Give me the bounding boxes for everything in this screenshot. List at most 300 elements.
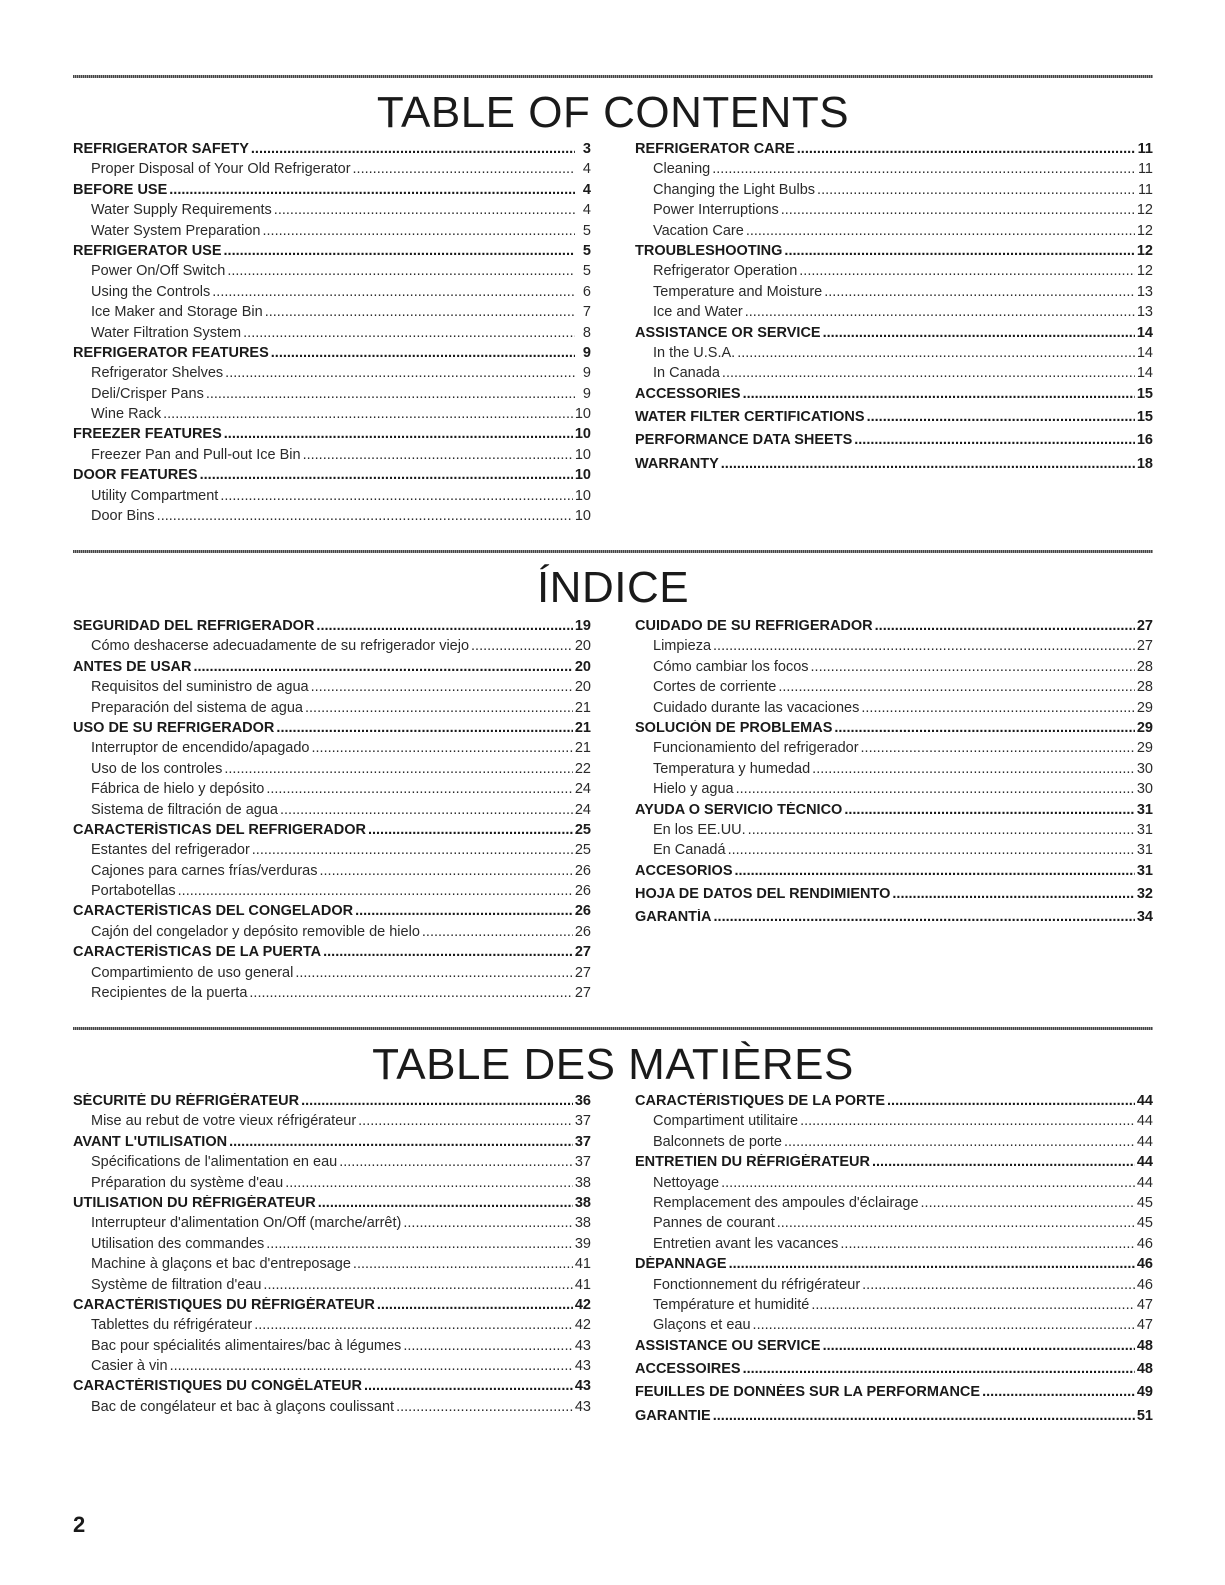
toc-subentry bbox=[635, 1215, 1153, 1235]
dot-leader bbox=[748, 822, 1135, 838]
dot-leader bbox=[319, 863, 572, 879]
toc-subentry bbox=[635, 1236, 1153, 1256]
toc-entry-page: 22 bbox=[574, 760, 591, 777]
toc-entry-page: 11 bbox=[1137, 161, 1153, 178]
toc-entry-page: 47 bbox=[1136, 1317, 1153, 1334]
toc-heading-entry bbox=[635, 409, 1153, 432]
toc-entry-page: 38 bbox=[574, 1215, 591, 1232]
toc-subentry bbox=[73, 304, 591, 324]
toc-entry-page: 4 bbox=[582, 161, 591, 178]
toc-heading-entry bbox=[73, 1378, 591, 1398]
toc-subentry bbox=[73, 1154, 591, 1174]
dot-leader bbox=[778, 679, 1135, 695]
toc-entry-label: Refrigerator Operation bbox=[653, 263, 798, 280]
dot-leader bbox=[721, 456, 1135, 472]
dot-leader bbox=[722, 365, 1135, 381]
toc-entry-page: 10 bbox=[574, 406, 591, 423]
dot-leader bbox=[358, 1113, 573, 1129]
toc-subentry bbox=[73, 386, 591, 406]
toc-heading-entry bbox=[635, 386, 1153, 409]
toc-entry-label: CUIDADO DE SU REFRIGERADOR bbox=[635, 618, 873, 634]
toc-entry-label: Interrupteur d'alimentation On/Off (marche/arrêt) bbox=[91, 1215, 402, 1232]
toc-entry-page: 20 bbox=[574, 658, 591, 675]
divider-top bbox=[73, 75, 1153, 78]
toc-entry-label: Tablettes du réfrigérateur bbox=[91, 1317, 253, 1334]
dot-leader bbox=[301, 1093, 573, 1109]
toc-entry-label: En los EE.UU. bbox=[653, 821, 746, 838]
dot-leader bbox=[743, 1361, 1135, 1377]
toc-entry-page: 24 bbox=[574, 801, 591, 818]
dot-leader bbox=[799, 263, 1135, 279]
toc-entry-page: 30 bbox=[1136, 781, 1153, 798]
toc-entry-label: Refrigerator Shelves bbox=[91, 365, 224, 382]
toc-subentry bbox=[635, 822, 1153, 842]
toc-entry-page: 13 bbox=[1136, 283, 1153, 300]
dot-leader bbox=[403, 1338, 573, 1354]
toc-entry-label: Casier à vin bbox=[91, 1358, 168, 1375]
dot-leader bbox=[892, 886, 1134, 902]
toc-entry-page: 31 bbox=[1136, 821, 1153, 838]
toc-entry-page: 10 bbox=[574, 426, 591, 443]
divider-middle bbox=[73, 550, 1153, 553]
toc-entry-label: AVANT L'UTILISATION bbox=[73, 1133, 228, 1150]
dot-leader bbox=[784, 1134, 1135, 1150]
dot-leader bbox=[812, 761, 1135, 777]
toc-entry-page: 29 bbox=[1136, 740, 1153, 757]
toc-entry-label: CARACTÉRISTIQUES DU CONGÉLATEUR bbox=[73, 1378, 362, 1395]
toc-entry-label: In the U.S.A. bbox=[653, 344, 736, 361]
toc-heading-entry bbox=[73, 1297, 591, 1317]
toc-entry-page: 45 bbox=[1136, 1215, 1153, 1232]
dot-leader bbox=[206, 386, 575, 402]
toc-entry-page: 20 bbox=[574, 679, 591, 696]
toc-entry-page: 27 bbox=[574, 985, 591, 1002]
toc-entry-label: Utility Compartment bbox=[91, 487, 219, 504]
dot-leader bbox=[305, 700, 573, 716]
divider-lower bbox=[73, 1027, 1153, 1030]
toc-entry-page: 31 bbox=[1136, 801, 1153, 818]
dot-leader bbox=[271, 345, 575, 361]
toc-heading-entry bbox=[635, 456, 1153, 479]
toc-subentry bbox=[635, 1134, 1153, 1154]
toc-subentry bbox=[635, 263, 1153, 283]
toc-entry-label: Fonctionnement du réfrigérateur bbox=[653, 1276, 861, 1293]
toc-heading-entry bbox=[73, 944, 591, 964]
toc-entry-page: 26 bbox=[574, 883, 591, 900]
dot-leader bbox=[745, 304, 1135, 320]
toc-subentry bbox=[73, 325, 591, 345]
dot-leader bbox=[178, 883, 573, 899]
toc-entry-label: Using the Controls bbox=[91, 283, 211, 300]
dot-leader bbox=[777, 1215, 1135, 1231]
toc-english bbox=[73, 141, 1153, 528]
toc-entry-page: 45 bbox=[1136, 1194, 1153, 1211]
dot-leader bbox=[266, 781, 573, 797]
toc-entry-page: 41 bbox=[574, 1256, 591, 1273]
toc-entry-page: 21 bbox=[574, 740, 591, 757]
toc-entry-page: 12 bbox=[1136, 263, 1153, 280]
toc-subentry bbox=[73, 406, 591, 426]
dot-leader bbox=[263, 223, 576, 239]
dot-leader bbox=[276, 720, 572, 736]
toc-subentry bbox=[635, 304, 1153, 324]
toc-entry-label: PERFORMANCE DATA SHEETS bbox=[635, 432, 853, 449]
toc-entry-page: 5 bbox=[582, 263, 591, 280]
toc-entry-label: Température et humidité bbox=[653, 1296, 810, 1313]
toc-entry-label: FREEZER FEATURES bbox=[73, 426, 222, 443]
dot-leader bbox=[721, 1175, 1135, 1191]
toc-entry-page: 10 bbox=[574, 508, 591, 525]
toc-subentry bbox=[635, 223, 1153, 243]
toc-entry-label: FEUILLES DE DONNÉES SUR LA PERFORMANCE bbox=[635, 1384, 981, 1401]
toc-entry-label: REFRIGERATOR FEATURES bbox=[73, 344, 269, 361]
dot-leader bbox=[422, 924, 573, 940]
toc-entry-label: Freezer Pan and Pull-out Ice Bin bbox=[91, 446, 301, 463]
toc-french-left bbox=[73, 1093, 591, 1431]
dot-leader bbox=[713, 1408, 1135, 1424]
toc-heading-entry bbox=[73, 822, 591, 842]
toc-subentry bbox=[73, 1277, 591, 1297]
dot-leader bbox=[811, 1297, 1135, 1313]
dot-leader bbox=[737, 345, 1135, 361]
toc-entry-label: ASSISTANCE OU SERVICE bbox=[635, 1337, 821, 1354]
dot-leader bbox=[266, 1236, 573, 1252]
toc-entry-page: 30 bbox=[1136, 760, 1153, 777]
toc-entry-label: Cómo cambiar los focos bbox=[653, 658, 809, 675]
toc-subentry bbox=[635, 740, 1153, 760]
toc-subentry bbox=[635, 1113, 1153, 1133]
toc-entry-label: SEGURIDAD DEL REFRIGERADOR bbox=[73, 618, 315, 634]
toc-heading-entry bbox=[73, 1134, 591, 1154]
toc-subentry bbox=[635, 182, 1153, 202]
toc-entry-label: Bac de congélateur et bac à glaçons coulissant bbox=[91, 1398, 395, 1415]
toc-entry-page: 5 bbox=[582, 242, 591, 259]
toc-entry-label: CARACTERÍSTICAS DEL REFRIGERADOR bbox=[73, 821, 366, 838]
toc-heading-entry bbox=[635, 243, 1153, 263]
toc-entry-page: 26 bbox=[574, 923, 591, 940]
toc-entry-label: ACCESSOIRES bbox=[635, 1361, 741, 1378]
toc-entry-label: ACCESORIOS bbox=[635, 862, 733, 879]
toc-subentry bbox=[73, 679, 591, 699]
dot-leader bbox=[396, 1399, 573, 1415]
dot-leader bbox=[220, 488, 573, 504]
toc-entry-page: 29 bbox=[1136, 719, 1153, 736]
toc-entry-page: 8 bbox=[582, 324, 591, 341]
toc-entry-page: 11 bbox=[1137, 141, 1153, 157]
dot-leader bbox=[753, 1317, 1135, 1333]
toc-entry-page: 28 bbox=[1136, 658, 1153, 675]
toc-subentry bbox=[635, 679, 1153, 699]
toc-entry-label: Water System Preparation bbox=[91, 222, 261, 239]
dot-leader bbox=[403, 1215, 573, 1231]
dot-leader bbox=[311, 740, 572, 756]
toc-heading-entry bbox=[73, 467, 591, 487]
dot-leader bbox=[712, 161, 1136, 177]
toc-subentry bbox=[73, 365, 591, 385]
dot-leader bbox=[251, 141, 575, 157]
toc-heading-entry bbox=[635, 802, 1153, 822]
toc-entry-label: UTILISATION DU RÉFRIGÉRATEUR bbox=[73, 1194, 316, 1211]
dot-leader bbox=[728, 842, 1135, 858]
dot-leader bbox=[811, 659, 1135, 675]
toc-heading-entry bbox=[73, 426, 591, 446]
dot-leader bbox=[471, 638, 573, 654]
toc-subentry bbox=[73, 965, 591, 985]
toc-subentry bbox=[73, 161, 591, 181]
dot-leader bbox=[224, 426, 573, 442]
toc-heading-entry bbox=[635, 720, 1153, 740]
dot-leader bbox=[840, 1236, 1134, 1252]
toc-subentry bbox=[73, 781, 591, 801]
toc-entry-label: Portabotellas bbox=[91, 883, 176, 900]
toc-entry-page: 44 bbox=[1136, 1093, 1153, 1109]
toc-heading-entry bbox=[73, 182, 591, 202]
toc-subentry bbox=[73, 1317, 591, 1337]
toc-entry-label: Préparation du système d'eau bbox=[91, 1174, 284, 1191]
toc-subentry bbox=[635, 1277, 1153, 1297]
toc-subentry bbox=[73, 863, 591, 883]
toc-subentry bbox=[73, 842, 591, 862]
toc-entry-page: 13 bbox=[1136, 304, 1153, 321]
toc-entry-label: Glaçons et eau bbox=[653, 1317, 751, 1334]
dot-leader bbox=[295, 965, 573, 981]
dot-leader bbox=[736, 781, 1135, 797]
toc-french-right bbox=[635, 1093, 1153, 1431]
toc-subentry bbox=[73, 924, 591, 944]
toc-subentry bbox=[635, 781, 1153, 801]
dot-leader bbox=[921, 1195, 1135, 1211]
toc-entry-page: 34 bbox=[1136, 909, 1153, 926]
toc-entry-label: Power On/Off Switch bbox=[91, 263, 226, 280]
toc-entry-page: 27 bbox=[1136, 618, 1153, 634]
dot-leader bbox=[193, 659, 572, 675]
toc-entry-label: Balconnets de porte bbox=[653, 1133, 782, 1150]
toc-entry-page: 12 bbox=[1136, 202, 1153, 219]
toc-subentry bbox=[635, 659, 1153, 679]
dot-leader bbox=[265, 304, 575, 320]
toc-entry-page: 38 bbox=[574, 1194, 591, 1211]
toc-subentry bbox=[635, 761, 1153, 781]
toc-entry-label: CARACTERÍSTICAS DE LA PUERTA bbox=[73, 944, 322, 961]
toc-subentry bbox=[635, 638, 1153, 658]
dot-leader bbox=[254, 1317, 573, 1333]
toc-entry-page: 27 bbox=[574, 944, 591, 961]
toc-heading-entry bbox=[73, 720, 591, 740]
toc-subentry bbox=[73, 802, 591, 822]
toc-heading-entry bbox=[635, 1154, 1153, 1174]
dot-leader bbox=[729, 1256, 1135, 1272]
toc-subentry bbox=[635, 700, 1153, 720]
dot-leader bbox=[355, 903, 573, 919]
toc-entry-label: Cómo deshacerse adecuadamente de su refrigerador viejo bbox=[91, 638, 470, 655]
toc-entry-label: Compartimiento de uso general bbox=[91, 964, 294, 981]
dot-leader bbox=[861, 700, 1135, 716]
toc-entry-label: Cleaning bbox=[653, 161, 711, 178]
toc-entry-label: Sistema de filtración de agua bbox=[91, 801, 278, 818]
toc-subentry bbox=[73, 638, 591, 658]
dot-leader bbox=[735, 863, 1135, 879]
toc-subentry bbox=[73, 508, 591, 528]
toc-entry-page: 9 bbox=[582, 365, 591, 382]
dot-leader bbox=[252, 842, 573, 858]
dot-leader bbox=[784, 243, 1134, 259]
toc-spanish bbox=[73, 618, 1153, 1005]
toc-subentry bbox=[73, 1113, 591, 1133]
toc-heading-entry bbox=[635, 1384, 1153, 1407]
toc-entry-label: Nettoyage bbox=[653, 1174, 720, 1191]
toc-entry-page: 7 bbox=[582, 304, 591, 321]
toc-subentry bbox=[73, 1236, 591, 1256]
toc-subentry bbox=[635, 284, 1153, 304]
toc-subentry bbox=[73, 1399, 591, 1419]
toc-entry-label: Système de filtration d'eau bbox=[91, 1276, 262, 1293]
dot-leader bbox=[339, 1154, 573, 1170]
toc-entry-page: 46 bbox=[1136, 1235, 1153, 1252]
toc-subentry bbox=[73, 1256, 591, 1276]
toc-entry-label: Limpieza bbox=[653, 638, 712, 655]
toc-entry-label: SOLUCIÓN DE PROBLEMAS bbox=[635, 719, 833, 736]
toc-entry-label: Deli/Crisper Pans bbox=[91, 385, 204, 402]
toc-subentry bbox=[73, 284, 591, 304]
toc-entry-page: 37 bbox=[574, 1113, 591, 1130]
toc-entry-label: ASSISTANCE OR SERVICE bbox=[635, 324, 821, 341]
toc-entry-label: En Canadá bbox=[653, 842, 726, 859]
toc-entry-page: 27 bbox=[1136, 638, 1153, 655]
dot-leader bbox=[316, 618, 572, 634]
dot-leader bbox=[224, 243, 575, 259]
toc-entry-page: 38 bbox=[574, 1174, 591, 1191]
dot-leader bbox=[212, 284, 575, 300]
dot-leader bbox=[713, 638, 1135, 654]
dot-leader bbox=[249, 985, 572, 1001]
toc-entry-label: Ice and Water bbox=[653, 304, 743, 321]
toc-entry-page: 18 bbox=[1136, 455, 1153, 472]
toc-heading-entry bbox=[635, 1408, 1153, 1431]
dot-leader bbox=[274, 202, 575, 218]
toc-entry-label: Hielo y agua bbox=[653, 781, 734, 798]
toc-entry-label: Preparación del sistema de agua bbox=[91, 699, 303, 716]
toc-entry-label: WARRANTY bbox=[635, 455, 719, 472]
dot-leader bbox=[243, 325, 575, 341]
toc-entry-page: 44 bbox=[1136, 1133, 1153, 1150]
toc-entry-page: 10 bbox=[574, 467, 591, 484]
toc-entry-label: DOOR FEATURES bbox=[73, 467, 198, 484]
toc-entry-label: In Canada bbox=[653, 365, 720, 382]
toc-entry-label: ACCESSORIES bbox=[635, 385, 741, 402]
toc-heading-entry bbox=[635, 1338, 1153, 1361]
toc-entry-label: Mise au rebut de votre vieux réfrigérateur bbox=[91, 1113, 357, 1130]
toc-english-left bbox=[73, 141, 591, 528]
dot-leader bbox=[157, 508, 573, 524]
toc-entry-page: 12 bbox=[1136, 242, 1153, 259]
toc-spanish-right bbox=[635, 618, 1153, 1005]
dot-leader bbox=[280, 802, 573, 818]
toc-entry-label: Entretien avant les vacances bbox=[653, 1235, 839, 1252]
toc-entry-label: Cajón del congelador y depósito removible de hielo bbox=[91, 923, 420, 940]
toc-entry-page: 29 bbox=[1136, 699, 1153, 716]
toc-title-english: TABLE OF CONTENTS bbox=[376, 88, 850, 137]
toc-french bbox=[73, 1093, 1153, 1431]
toc-subentry bbox=[73, 488, 591, 508]
toc-subentry bbox=[73, 740, 591, 760]
toc-entry-label: CARACTÉRISTIQUES DE LA PORTE bbox=[635, 1093, 886, 1109]
toc-heading-entry bbox=[635, 325, 1153, 345]
toc-entry-label: Water Filtration System bbox=[91, 324, 242, 341]
dot-leader bbox=[982, 1384, 1135, 1400]
dot-leader bbox=[169, 182, 575, 198]
toc-heading-entry bbox=[73, 243, 591, 263]
toc-entry-page: 14 bbox=[1136, 365, 1153, 382]
toc-subentry bbox=[635, 365, 1153, 385]
dot-leader bbox=[377, 1297, 573, 1313]
toc-subentry bbox=[635, 202, 1153, 222]
toc-entry-label: Bac pour spécialités alimentaires/bac à légumes bbox=[91, 1337, 402, 1354]
dot-leader bbox=[746, 223, 1135, 239]
toc-entry-page: 25 bbox=[574, 842, 591, 859]
toc-heading-entry bbox=[635, 1361, 1153, 1384]
dot-leader bbox=[800, 1113, 1135, 1129]
toc-entry-page: 25 bbox=[574, 821, 591, 838]
dot-leader bbox=[318, 1195, 573, 1211]
dot-leader bbox=[887, 1093, 1135, 1109]
toc-entry-page: 20 bbox=[574, 638, 591, 655]
toc-entry-label: CARACTERÍSTICAS DEL CONGELADOR bbox=[73, 903, 354, 920]
toc-entry-label: Water Supply Requirements bbox=[91, 202, 272, 219]
toc-entry-page: 32 bbox=[1136, 886, 1153, 903]
toc-entry-label: Interruptor de encendido/apagado bbox=[91, 740, 310, 757]
dot-leader bbox=[170, 1358, 573, 1374]
toc-entry-label: REFRIGERATOR CARE bbox=[635, 141, 795, 157]
toc-subentry bbox=[635, 1297, 1153, 1317]
dot-leader bbox=[263, 1277, 572, 1293]
toc-heading-entry bbox=[73, 345, 591, 365]
toc-entry-label: Door Bins bbox=[91, 508, 155, 525]
toc-subentry bbox=[73, 1215, 591, 1235]
toc-entry-label: Temperature and Moisture bbox=[653, 283, 823, 300]
dot-leader bbox=[854, 432, 1135, 448]
toc-entry-label: ANTES DE USAR bbox=[73, 658, 192, 675]
toc-entry-label: REFRIGERATOR SAFETY bbox=[73, 141, 249, 157]
dot-leader bbox=[781, 202, 1135, 218]
toc-entry-page: 26 bbox=[574, 862, 591, 879]
toc-entry-page: 24 bbox=[574, 781, 591, 798]
toc-subentry bbox=[73, 1358, 591, 1378]
toc-entry-label: GARANTÍA bbox=[635, 909, 712, 926]
dot-leader bbox=[368, 822, 573, 838]
toc-entry-label: Estantes del refrigerador bbox=[91, 842, 250, 859]
toc-entry-page: 39 bbox=[574, 1235, 591, 1252]
toc-entry-page: 9 bbox=[582, 344, 591, 361]
toc-entry-label: Cajones para carnes frías/verduras bbox=[91, 862, 318, 879]
toc-heading-entry bbox=[73, 1093, 591, 1113]
toc-title-spanish: ÍNDICE bbox=[536, 563, 690, 612]
toc-entry-page: 16 bbox=[1136, 432, 1153, 449]
toc-subentry bbox=[73, 263, 591, 283]
toc-subentry bbox=[73, 761, 591, 781]
toc-entry-page: 44 bbox=[1136, 1154, 1153, 1171]
toc-entry-label: AYUDA O SERVICIO TÉCNICO bbox=[635, 801, 843, 818]
dot-leader bbox=[834, 720, 1134, 736]
dot-leader bbox=[862, 1277, 1135, 1293]
toc-entry-page: 42 bbox=[574, 1296, 591, 1313]
toc-subentry bbox=[73, 1338, 591, 1358]
toc-entry-label: TROUBLESHOOTING bbox=[635, 242, 783, 259]
dot-leader bbox=[163, 406, 573, 422]
toc-entry-label: Uso de los controles bbox=[91, 760, 223, 777]
toc-spanish-left bbox=[73, 618, 591, 1005]
toc-entry-page: 46 bbox=[1136, 1256, 1153, 1273]
toc-entry-page: 36 bbox=[574, 1093, 591, 1109]
